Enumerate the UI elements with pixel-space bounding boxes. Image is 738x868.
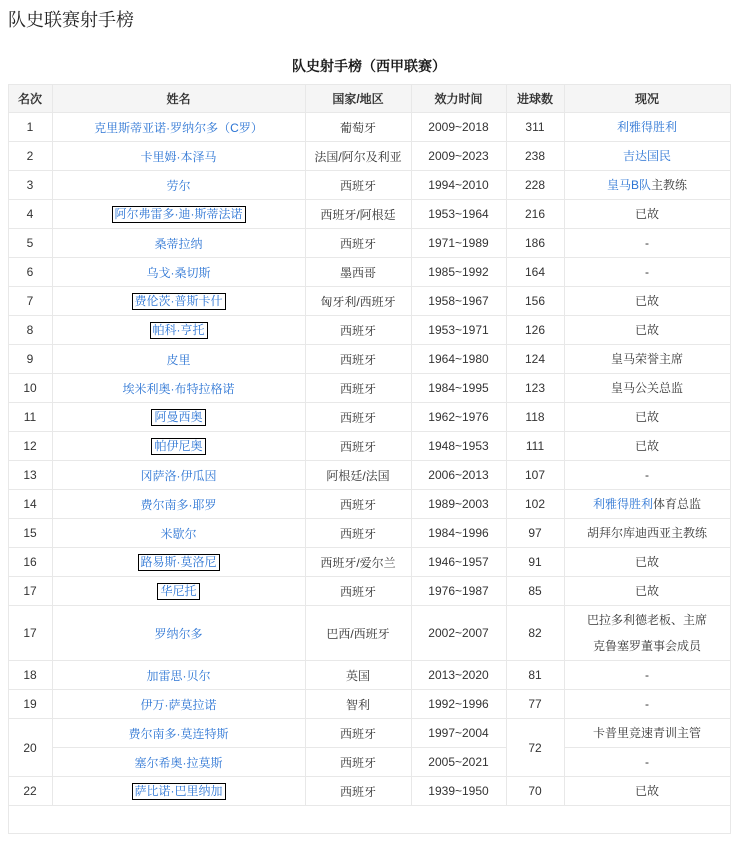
table-row bbox=[8, 432, 730, 461]
rank-cell: 2 bbox=[8, 142, 52, 171]
country-cell: 墨西哥 bbox=[305, 258, 411, 287]
status-text: 已故 bbox=[634, 784, 659, 798]
rank-cell: 10 bbox=[8, 374, 52, 403]
rank-cell: 11 bbox=[8, 403, 52, 432]
player-name-cell bbox=[52, 403, 305, 432]
period-cell: 2013~2020 bbox=[411, 661, 506, 690]
table-row bbox=[8, 661, 730, 690]
top-scorers-table bbox=[8, 84, 731, 834]
table-row bbox=[8, 200, 730, 229]
footer-cell bbox=[8, 806, 730, 834]
status-text: - bbox=[645, 468, 649, 482]
goals-cell: 216 bbox=[506, 200, 564, 229]
table-row bbox=[8, 287, 730, 316]
country-cell: 法国/阿尔及利亚 bbox=[305, 142, 411, 171]
table-row bbox=[8, 548, 730, 577]
player-name-link[interactable]: 帕科·亨托 bbox=[152, 322, 205, 337]
status-cell bbox=[564, 661, 730, 690]
status-link[interactable]: 皇马B队 bbox=[606, 178, 651, 192]
goals-cell: 107 bbox=[506, 461, 564, 490]
rank-cell: 6 bbox=[8, 258, 52, 287]
goals-cell: 123 bbox=[506, 374, 564, 403]
page bbox=[0, 8, 738, 834]
player-name-cell bbox=[52, 777, 305, 806]
table-footer-row bbox=[8, 806, 730, 834]
status-text: 已故 bbox=[634, 555, 659, 569]
country-cell: 智利 bbox=[305, 690, 411, 719]
status-line bbox=[569, 375, 726, 401]
player-name-link[interactable]: 冈萨洛·伊瓜因 bbox=[140, 468, 217, 483]
goals-cell: 156 bbox=[506, 287, 564, 316]
country-cell: 西班牙 bbox=[305, 719, 411, 748]
period-cell: 1992~1996 bbox=[411, 690, 506, 719]
status-text: 已故 bbox=[634, 439, 659, 453]
status-line bbox=[569, 607, 726, 633]
status-text: 皇马公关总监 bbox=[610, 381, 683, 395]
status-cell bbox=[564, 316, 730, 345]
status-text: - bbox=[645, 755, 649, 769]
deceased-frame bbox=[138, 554, 220, 571]
period-cell: 1997~2004 bbox=[411, 719, 506, 748]
player-name-cell bbox=[52, 490, 305, 519]
header-row bbox=[8, 85, 730, 113]
status-line bbox=[569, 720, 726, 746]
period-cell: 1971~1989 bbox=[411, 229, 506, 258]
player-name-link[interactable]: 费伦茨·普斯卡什 bbox=[134, 293, 223, 308]
goals-cell: 228 bbox=[506, 171, 564, 200]
status-text: 皇马荣誉主席 bbox=[610, 352, 683, 366]
rank-cell: 18 bbox=[8, 661, 52, 690]
table-row bbox=[8, 719, 730, 748]
period-cell: 1985~1992 bbox=[411, 258, 506, 287]
rank-cell: 20 bbox=[8, 719, 52, 777]
status-cell bbox=[564, 548, 730, 577]
status-cell bbox=[564, 777, 730, 806]
rank-cell: 19 bbox=[8, 690, 52, 719]
status-line bbox=[569, 749, 726, 775]
player-name-link[interactable]: 阿尔弗雷多·迪·斯蒂法诺 bbox=[114, 206, 243, 221]
column-header-2: 国家/地区 bbox=[305, 85, 411, 113]
player-name-cell bbox=[52, 432, 305, 461]
period-cell: 1948~1953 bbox=[411, 432, 506, 461]
player-name-link[interactable]: 路易斯·莫洛尼 bbox=[140, 554, 217, 569]
table-row bbox=[8, 461, 730, 490]
player-name-cell bbox=[52, 661, 305, 690]
table-row bbox=[8, 690, 730, 719]
status-cell bbox=[564, 690, 730, 719]
table-row bbox=[8, 519, 730, 548]
period-cell: 1984~1995 bbox=[411, 374, 506, 403]
rank-cell: 14 bbox=[8, 490, 52, 519]
deceased-frame bbox=[151, 409, 205, 426]
status-cell bbox=[564, 113, 730, 142]
status-cell bbox=[564, 374, 730, 403]
status-cell bbox=[564, 258, 730, 287]
status-line bbox=[569, 691, 726, 717]
table-row bbox=[8, 403, 730, 432]
status-link[interactable]: 吉达国民 bbox=[622, 149, 671, 163]
rank-cell: 22 bbox=[8, 777, 52, 806]
status-text: 已故 bbox=[634, 207, 659, 221]
column-header-1: 姓名 bbox=[52, 85, 305, 113]
period-cell: 1953~1971 bbox=[411, 316, 506, 345]
status-text: - bbox=[645, 236, 649, 250]
player-name-link[interactable]: 劳尔 bbox=[166, 178, 191, 193]
player-name-link[interactable]: 帕伊尼奥 bbox=[154, 438, 203, 453]
status-cell bbox=[564, 403, 730, 432]
table-row bbox=[8, 142, 730, 171]
status-cell bbox=[564, 719, 730, 748]
deceased-frame bbox=[132, 293, 226, 310]
player-name-cell bbox=[52, 113, 305, 142]
rank-cell: 15 bbox=[8, 519, 52, 548]
country-cell: 匈牙利/西班牙 bbox=[305, 287, 411, 316]
status-line bbox=[569, 491, 726, 517]
rank-cell: 9 bbox=[8, 345, 52, 374]
goals-cell: 164 bbox=[506, 258, 564, 287]
player-name-cell bbox=[52, 374, 305, 403]
player-name-cell bbox=[52, 229, 305, 258]
status-line bbox=[569, 462, 726, 488]
table-row bbox=[8, 748, 730, 777]
player-name-link[interactable]: 乌戈·桑切斯 bbox=[146, 265, 211, 280]
player-name-cell bbox=[52, 461, 305, 490]
rank-cell: 5 bbox=[8, 229, 52, 258]
table-row bbox=[8, 606, 730, 661]
country-cell: 葡萄牙 bbox=[305, 113, 411, 142]
goals-cell: 238 bbox=[506, 142, 564, 171]
goals-cell: 102 bbox=[506, 490, 564, 519]
status-line bbox=[569, 662, 726, 688]
player-name-link[interactable]: 皮里 bbox=[166, 352, 191, 367]
player-name-cell bbox=[52, 606, 305, 661]
status-line bbox=[569, 346, 726, 372]
goals-cell: 311 bbox=[506, 113, 564, 142]
status-text: 已故 bbox=[634, 584, 659, 598]
period-cell: 1958~1967 bbox=[411, 287, 506, 316]
period-cell: 1984~1996 bbox=[411, 519, 506, 548]
country-cell: 西班牙 bbox=[305, 316, 411, 345]
country-cell: 西班牙 bbox=[305, 432, 411, 461]
period-cell: 2009~2023 bbox=[411, 142, 506, 171]
player-name-link[interactable]: 华尼托 bbox=[160, 583, 197, 598]
country-cell: 阿根廷/法国 bbox=[305, 461, 411, 490]
player-name-link[interactable]: 卡里姆·本泽马 bbox=[140, 149, 217, 164]
country-cell: 巴西/西班牙 bbox=[305, 606, 411, 661]
table-row bbox=[8, 258, 730, 287]
player-name-link[interactable]: 桑蒂拉纳 bbox=[154, 236, 203, 251]
goals-cell: 111 bbox=[506, 432, 564, 461]
player-name-cell bbox=[52, 200, 305, 229]
country-cell: 西班牙 bbox=[305, 345, 411, 374]
status-text: 已故 bbox=[634, 323, 659, 337]
period-cell: 1939~1950 bbox=[411, 777, 506, 806]
status-line bbox=[569, 778, 726, 804]
period-cell: 2006~2013 bbox=[411, 461, 506, 490]
player-name-cell bbox=[52, 171, 305, 200]
status-cell bbox=[564, 200, 730, 229]
period-cell: 1976~1987 bbox=[411, 577, 506, 606]
status-line bbox=[569, 143, 726, 169]
status-line bbox=[569, 633, 726, 659]
country-cell: 西班牙 bbox=[305, 403, 411, 432]
player-name-link[interactable]: 加雷思·贝尔 bbox=[146, 668, 211, 683]
deceased-frame bbox=[157, 583, 199, 600]
rank-cell: 16 bbox=[8, 548, 52, 577]
period-cell: 2002~2007 bbox=[411, 606, 506, 661]
period-cell: 1989~2003 bbox=[411, 490, 506, 519]
player-name-link[interactable]: 塞尔希奥·拉莫斯 bbox=[134, 755, 223, 770]
country-cell: 西班牙 bbox=[305, 748, 411, 777]
goals-cell: 82 bbox=[506, 606, 564, 661]
player-name-cell bbox=[52, 258, 305, 287]
table-row bbox=[8, 316, 730, 345]
status-link[interactable]: 利雅得胜利 bbox=[592, 497, 653, 511]
status-line bbox=[569, 114, 726, 140]
column-header-3: 效力时间 bbox=[411, 85, 506, 113]
player-name-cell bbox=[52, 719, 305, 748]
table-header bbox=[8, 85, 730, 113]
player-name-cell bbox=[52, 142, 305, 171]
player-name-link[interactable]: 伊万·萨莫拉诺 bbox=[140, 697, 217, 712]
goals-cell: 81 bbox=[506, 661, 564, 690]
status-text: 卡普里竞速青训主管 bbox=[592, 726, 701, 740]
deceased-frame bbox=[151, 438, 205, 455]
column-header-5: 现况 bbox=[564, 85, 730, 113]
goals-cell: 97 bbox=[506, 519, 564, 548]
deceased-frame bbox=[132, 783, 226, 800]
page-title: 队史联赛射手榜 bbox=[8, 10, 134, 30]
deceased-frame bbox=[112, 206, 246, 223]
status-text: 主教练 bbox=[651, 178, 688, 192]
goals-cell: 72 bbox=[506, 719, 564, 777]
period-cell: 1994~2010 bbox=[411, 171, 506, 200]
table-row bbox=[8, 171, 730, 200]
country-cell: 西班牙 bbox=[305, 171, 411, 200]
player-name-cell bbox=[52, 287, 305, 316]
player-name-link[interactable]: 克里斯蒂亚诺·罗纳尔多（C罗） bbox=[94, 120, 263, 135]
goals-cell: 85 bbox=[506, 577, 564, 606]
status-text: 已故 bbox=[634, 294, 659, 308]
status-text: 克鲁塞罗董事会成员 bbox=[592, 639, 701, 653]
player-name-cell bbox=[52, 748, 305, 777]
rank-cell: 3 bbox=[8, 171, 52, 200]
rank-cell: 4 bbox=[8, 200, 52, 229]
rank-cell: 8 bbox=[8, 316, 52, 345]
status-cell bbox=[564, 461, 730, 490]
rank-cell: 7 bbox=[8, 287, 52, 316]
status-line bbox=[569, 520, 726, 546]
country-cell: 西班牙 bbox=[305, 519, 411, 548]
status-line bbox=[569, 578, 726, 604]
status-cell bbox=[564, 287, 730, 316]
period-cell: 2009~2018 bbox=[411, 113, 506, 142]
period-cell: 1964~1980 bbox=[411, 345, 506, 374]
status-cell bbox=[564, 229, 730, 258]
table-row bbox=[8, 113, 730, 142]
table-caption: 队史射手榜（西甲联赛） bbox=[292, 58, 446, 74]
country-cell: 西班牙 bbox=[305, 777, 411, 806]
player-name-link[interactable]: 费尔南多·耶罗 bbox=[140, 497, 217, 512]
rank-cell: 17 bbox=[8, 606, 52, 661]
status-line bbox=[569, 172, 726, 198]
status-cell bbox=[564, 748, 730, 777]
status-text: 体育总监 bbox=[653, 497, 702, 511]
status-cell bbox=[564, 345, 730, 374]
status-text: - bbox=[645, 265, 649, 279]
status-text: - bbox=[645, 668, 649, 682]
period-cell: 1962~1976 bbox=[411, 403, 506, 432]
rank-cell: 12 bbox=[8, 432, 52, 461]
status-text: 巴拉多利德老板、主席 bbox=[586, 613, 707, 627]
player-name-link[interactable]: 萨比诺·巴里纳加 bbox=[134, 783, 223, 798]
country-cell: 西班牙 bbox=[305, 229, 411, 258]
status-text: 已故 bbox=[634, 410, 659, 424]
player-name-cell bbox=[52, 690, 305, 719]
status-line bbox=[569, 201, 726, 227]
status-link[interactable]: 利雅得胜利 bbox=[616, 120, 677, 134]
player-name-cell bbox=[52, 577, 305, 606]
status-cell bbox=[564, 432, 730, 461]
status-line bbox=[569, 288, 726, 314]
table-row bbox=[8, 229, 730, 258]
goals-cell: 186 bbox=[506, 229, 564, 258]
column-header-4: 进球数 bbox=[506, 85, 564, 113]
goals-cell: 77 bbox=[506, 690, 564, 719]
status-cell bbox=[564, 490, 730, 519]
status-cell bbox=[564, 577, 730, 606]
goals-cell: 118 bbox=[506, 403, 564, 432]
player-name-cell bbox=[52, 316, 305, 345]
rank-cell: 1 bbox=[8, 113, 52, 142]
country-cell: 西班牙/阿根廷 bbox=[305, 200, 411, 229]
status-text: 胡拜尔库迪西亚主教练 bbox=[586, 526, 707, 540]
table-body bbox=[8, 113, 730, 834]
status-line bbox=[569, 317, 726, 343]
player-name-link[interactable]: 费尔南多·莫连特斯 bbox=[128, 726, 229, 741]
status-line bbox=[569, 433, 726, 459]
player-name-cell bbox=[52, 345, 305, 374]
period-cell: 1953~1964 bbox=[411, 200, 506, 229]
period-cell: 2005~2021 bbox=[411, 748, 506, 777]
status-line bbox=[569, 549, 726, 575]
country-cell: 西班牙 bbox=[305, 577, 411, 606]
status-line bbox=[569, 230, 726, 256]
status-cell bbox=[564, 606, 730, 661]
player-name-link[interactable]: 阿曼西奥 bbox=[154, 409, 203, 424]
player-name-cell bbox=[52, 519, 305, 548]
status-cell bbox=[564, 519, 730, 548]
table-row bbox=[8, 345, 730, 374]
status-line bbox=[569, 404, 726, 430]
table-row bbox=[8, 490, 730, 519]
status-cell bbox=[564, 142, 730, 171]
table-row bbox=[8, 374, 730, 403]
status-line bbox=[569, 259, 726, 285]
player-name-link[interactable]: 埃米利奥·布特拉格诺 bbox=[122, 381, 235, 396]
country-cell: 英国 bbox=[305, 661, 411, 690]
goals-cell: 126 bbox=[506, 316, 564, 345]
deceased-frame bbox=[150, 322, 208, 339]
country-cell: 西班牙/爱尔兰 bbox=[305, 548, 411, 577]
status-text: - bbox=[645, 697, 649, 711]
column-header-0: 名次 bbox=[8, 85, 52, 113]
status-cell bbox=[564, 171, 730, 200]
goals-cell: 124 bbox=[506, 345, 564, 374]
player-name-link[interactable]: 米歇尔 bbox=[160, 526, 197, 541]
country-cell: 西班牙 bbox=[305, 490, 411, 519]
player-name-link[interactable]: 罗纳尔多 bbox=[154, 626, 203, 641]
period-cell: 1946~1957 bbox=[411, 548, 506, 577]
rank-cell: 13 bbox=[8, 461, 52, 490]
country-cell: 西班牙 bbox=[305, 374, 411, 403]
table-row bbox=[8, 577, 730, 606]
goals-cell: 70 bbox=[506, 777, 564, 806]
table-row bbox=[8, 777, 730, 806]
player-name-cell bbox=[52, 548, 305, 577]
rank-cell: 17 bbox=[8, 577, 52, 606]
goals-cell: 91 bbox=[506, 548, 564, 577]
